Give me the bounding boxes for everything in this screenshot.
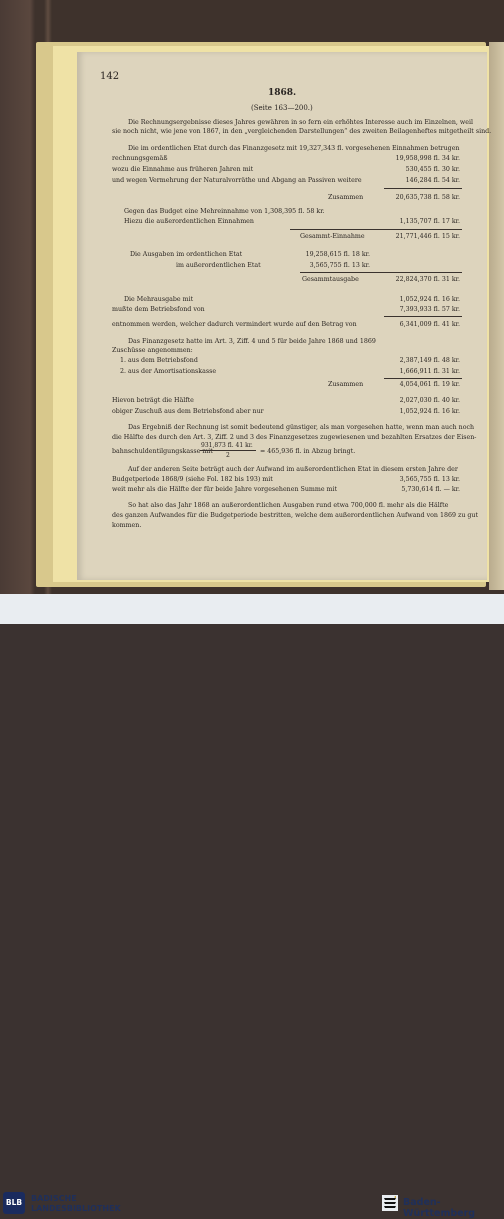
text-line: entnommen werden, welcher dadurch vermindert wurde auf den Betrag von xyxy=(112,321,357,328)
sum-label: Gesammt-Einnahme xyxy=(300,233,365,240)
text-line: Budgetperiode 1868/9 (siehe Fol. 182 bis 193) mit xyxy=(112,476,273,483)
fraction-denominator: 2 xyxy=(226,452,230,459)
amount: 6,341,009 fl. 41 kr. xyxy=(399,321,460,328)
text-line: mußte dem Betriebsfond von xyxy=(112,306,205,313)
text-line: Hiezu die außerordentlichen Einnahmen xyxy=(124,218,254,225)
section-year: 1868. xyxy=(268,88,297,98)
sum-rule xyxy=(384,316,462,317)
text-line: Zuschüsse angenommen: xyxy=(112,347,193,354)
amount: 1,666,911 fl. 31 kr. xyxy=(399,368,460,375)
intro-line: Die Rechnungsergebnisse dieses Jahres gewähren in so fern ein erhöhtes Interesse auch im Einzelnen, weil xyxy=(128,119,474,126)
text-line: Hievon beträgt die Hälfte xyxy=(112,397,194,404)
text-line: Auf der anderen Seite beträgt auch der Aufwand im außerordentlichen Etat in diesem ersten Jahre der xyxy=(128,466,458,473)
sum-amount: 21,771,446 fl. 15 kr. xyxy=(395,233,460,240)
baden-wuerttemberg-lions-icon[interactable] xyxy=(381,1194,399,1212)
sum-rule xyxy=(384,378,462,379)
sum-rule xyxy=(384,188,462,189)
text-line: die Hälfte des durch den Art. 3, Ziff. 2 und 3 des Finanzgesetzes zugewiesenen und bezahlten Ersatzes der Eisen- xyxy=(112,434,477,441)
amount: 7,393,933 fl. 57 kr. xyxy=(399,306,460,313)
amount: 3,565,755 fl. 13 kr. xyxy=(399,476,460,483)
text-line: des ganzen Aufwandes für die Budgetperiode bestritten, welche dem außerordentlichen Aufwand von 1869 zu gut xyxy=(112,512,478,519)
text-line: 2. aus der Amortisationskasse xyxy=(120,368,217,375)
scanned-book-page xyxy=(0,0,504,594)
amount: 1,052,924 fl. 16 kr. xyxy=(399,296,460,303)
sum-amount: 4,054,061 fl. 19 kr. xyxy=(399,381,460,388)
text-line: weit mehr als die Hälfte der für beide Jahre vorgesehenen Summe mit xyxy=(112,486,338,493)
page-number: 142 xyxy=(100,71,120,82)
sum-rule xyxy=(300,272,462,273)
sum-label: Gesammtausgabe xyxy=(302,276,359,283)
amount: 5,730,614 fl. — kr. xyxy=(401,486,460,493)
text-line: Gegen das Budget eine Mehreinnahme von 1,308,395 fl. 58 kr. xyxy=(124,208,325,215)
sum-label: Zusammen xyxy=(328,381,364,388)
sum-label: Zusammen xyxy=(328,194,364,201)
library-name-line1: BADISCHE xyxy=(31,1194,77,1203)
amount: 146,284 fl. 54 kr. xyxy=(405,177,460,184)
text-line: So hat also das Jahr 1868 an außerordentlichen Ausgaben rund etwa 700,000 fl. mehr als die Hälfte xyxy=(128,502,449,509)
text-line: und wegen Vermehrung der Naturalvorräthe und Abgang an Passiven weitere xyxy=(112,177,362,184)
amount: 19,958,998 fl. 34 kr. xyxy=(395,155,460,162)
text-line: im außerordentlichen Etat xyxy=(176,262,261,269)
text-line: bahnschuldentilgungskasse mit xyxy=(112,448,213,455)
blb-logo[interactable]: BLB xyxy=(3,1192,25,1214)
text-line: Die Mehrausgabe mit xyxy=(124,296,194,303)
text-line: 1. aus dem Betriebsfond xyxy=(120,357,198,364)
amount: 3,565,755 fl. 13 kr. xyxy=(309,262,370,269)
library-name[interactable] xyxy=(31,1194,121,1214)
amount: 19,258,615 fl. 18 kr. xyxy=(305,251,370,258)
text-line: Die Ausgaben im ordentlichen Etat xyxy=(130,251,243,258)
text-line: Das Finanzgesetz hatte im Art. 3, Ziff. 4 und 5 für beide Jahre 1868 und 1869 xyxy=(128,338,376,345)
amount: 1,052,924 fl. 16 kr. xyxy=(399,408,460,415)
text-line: Das Ergebniß der Rechnung ist somit bedeutend günstiger, als man vorgesehen hatte, wenn man auch noch xyxy=(128,424,475,431)
sum-amount: 20,635,738 fl. 58 kr. xyxy=(395,194,460,201)
amount: 530,455 fl. 30 kr. xyxy=(405,166,460,173)
book-spine xyxy=(489,42,504,590)
sum-amount: 22,824,370 fl. 31 kr. xyxy=(395,276,460,283)
fraction-result: = 465,936 fl. in Abzug bringt. xyxy=(260,448,356,455)
amount: 2,027,030 fl. 40 kr. xyxy=(399,397,460,404)
viewer-footer xyxy=(0,594,504,1219)
fraction-bar xyxy=(200,450,256,451)
text-line: wozu die Einnahme aus früheren Jahren mit xyxy=(112,166,254,173)
text-line: kommen. xyxy=(112,522,142,529)
state-name[interactable]: Baden-Württemberg xyxy=(403,1197,476,1219)
text-line: obiger Zuschuß aus dem Betriebsfond aber nur xyxy=(112,408,264,415)
text-line: Die im ordentlichen Etat durch das Finanzgesetz mit 19,327,343 fl. vorgesehenen Einnahmen betrugen xyxy=(128,145,460,152)
library-name-line2: LANDESBIBLIOTHEK xyxy=(31,1204,121,1213)
sum-rule xyxy=(290,229,462,230)
text-line: rechnungsgemäß xyxy=(112,155,168,162)
page-range: (Seite 163—200.) xyxy=(251,104,313,112)
amount: 1,135,707 fl. 17 kr. xyxy=(399,218,460,225)
fraction-numerator: 931,873 fl. 41 kr. xyxy=(201,442,253,449)
intro-line: sie noch nicht, wie jene von 1867, in den „vergleichenden Darstellungen“ des zweiten Beilagenheftes mitgetheilt sind. xyxy=(112,128,492,135)
amount: 2,387,149 fl. 48 kr. xyxy=(399,357,460,364)
